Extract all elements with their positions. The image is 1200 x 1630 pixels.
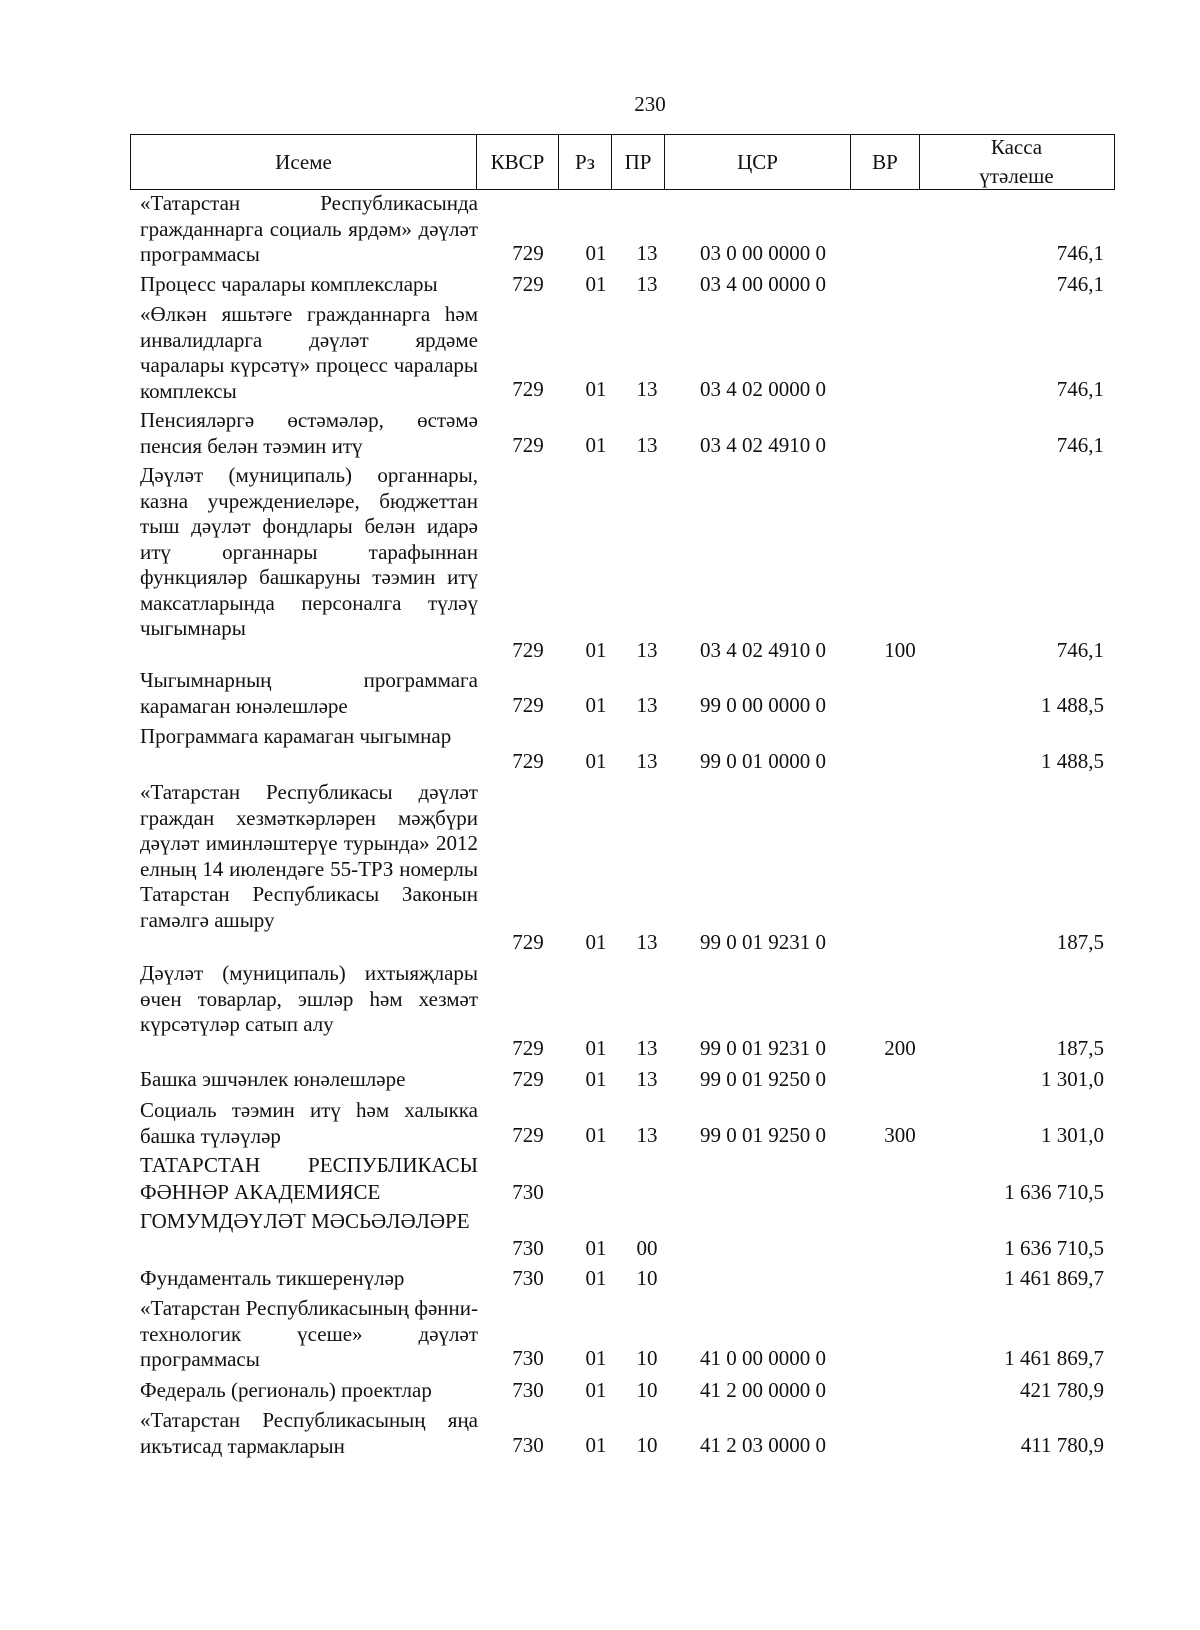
header-vr: ВР: [850, 135, 919, 189]
row-name: Чыгымнарның программага карамаган юнәлешләре: [140, 668, 478, 718]
row-kvsr: 729: [512, 376, 544, 401]
row-pr: 13: [636, 1122, 658, 1147]
row-csr: 99 0 01 9250 0: [700, 1122, 826, 1147]
row-sum: 1 636 710,5: [1004, 1179, 1104, 1204]
row-name: ГОМУМДӘҮЛӘТ МӘСЬӘЛӘЛӘРЕ: [140, 1209, 470, 1233]
row-name: Социаль тәэмин итү һәм халыкка башка түләүләр: [140, 1098, 478, 1148]
row-csr: 03 4 02 4910 0: [700, 432, 826, 457]
row-csr: 03 0 00 0000 0: [700, 240, 826, 265]
row-kvsr: 730: [512, 1179, 544, 1204]
row-pr: 13: [636, 1035, 658, 1060]
row-name: Процесс чаралары комплекслары: [140, 272, 438, 296]
row-csr: 99 0 01 0000 0: [700, 748, 826, 773]
header-pr: ПР: [611, 135, 664, 189]
row-vr: 200: [884, 1035, 916, 1060]
row-sum: 1 461 869,7: [1004, 1265, 1104, 1290]
table-row: [0, 1208, 1200, 1261]
row-name: Фундаменталь тикшеренүләр: [140, 1266, 405, 1290]
row-sum: 187,5: [1056, 1035, 1104, 1060]
table-row: [0, 1098, 1200, 1148]
row-pr: 13: [636, 692, 658, 717]
table-row: [0, 724, 1200, 774]
row-name: «Татарстан Республикасының фәнни-технологик үсеше» дәүләт программасы: [140, 1296, 478, 1371]
page-number: 230: [634, 92, 666, 116]
row-sum: 746,1: [1056, 240, 1104, 265]
row-kvsr: 729: [512, 748, 544, 773]
row-csr: 41 0 00 0000 0: [700, 1345, 826, 1370]
table-row: [0, 1378, 1200, 1403]
table-row: [0, 463, 1200, 663]
table-row: [0, 1067, 1200, 1092]
table-row: [0, 1408, 1200, 1458]
row-rz: 01: [585, 1122, 607, 1147]
row-pr: 13: [636, 929, 658, 954]
row-name: «Татарстан Республикасы дәүләт граждан хезмәткәрләрен мәҗбүри дәүләт иминләштерүе турында» 2012 елның 14 июлендәге 55-ТРЗ номерлы Татарстан Республикасы Законын гамәлгә ашыру: [140, 780, 478, 932]
row-kvsr: 729: [512, 692, 544, 717]
row-name: «Татарстан Республикасының яңа икътисад тармакларын: [140, 1408, 478, 1458]
row-name: Дәүләт (муниципаль) органнары, казна учреждениеләре, бюджеттан тыш дәүләт фондлары белән идарә итү органнары тарафыннан функцияләр башкаруны тәэмин итү максатларында персоналга түләү чыгымнары: [140, 463, 478, 640]
row-rz: 01: [585, 1066, 607, 1091]
row-kvsr: 729: [512, 271, 544, 296]
header-kassa-line1: Касса: [990, 135, 1043, 159]
row-csr: 03 4 00 0000 0: [700, 271, 826, 296]
row-pr: 13: [636, 432, 658, 457]
row-rz: 01: [585, 929, 607, 954]
row-pr: 00: [636, 1235, 658, 1260]
row-sum: 1 461 869,7: [1004, 1345, 1104, 1370]
header-kvsr: КВСР: [476, 135, 558, 189]
row-csr: 99 0 01 9231 0: [700, 1035, 826, 1060]
row-rz: 01: [585, 692, 607, 717]
row-rz: 01: [585, 271, 607, 296]
row-csr: 99 0 00 0000 0: [700, 692, 826, 717]
table-row: [0, 408, 1200, 458]
row-pr: 10: [636, 1265, 658, 1290]
row-rz: 01: [585, 240, 607, 265]
row-kvsr: 729: [512, 432, 544, 457]
row-name: «Татарстан Республикасында гражданнарга социаль ярдәм» дәүләт программасы: [140, 191, 478, 266]
row-name: Пенсияләргә өстәмәләр, өстәмә пенсия белән тәэмин итү: [140, 408, 478, 458]
header-name: Исеме: [275, 150, 332, 174]
row-rz: 01: [585, 1235, 607, 1260]
row-sum: 411 780,9: [1020, 1432, 1104, 1457]
row-name: Федераль (региональ) проектлар: [140, 1378, 432, 1402]
row-sum: 746,1: [1056, 271, 1104, 296]
row-pr: 13: [636, 637, 658, 662]
row-kvsr: 730: [512, 1345, 544, 1370]
row-sum: 746,1: [1056, 432, 1104, 457]
row-name: Программага карамаган чыгымнар: [140, 724, 452, 748]
row-sum: 187,5: [1056, 929, 1104, 954]
row-sum: 1 488,5: [1041, 692, 1104, 717]
row-sum: 1 301,0: [1041, 1066, 1104, 1091]
row-name: Башка эшчәнлек юнәлешләре: [140, 1067, 406, 1091]
row-pr: 10: [636, 1345, 658, 1370]
row-name: «Өлкән яшьтәге гражданнарга һәм инвалидларга дәүләт ярдәме чаралары күрсәтү» процесс чаралары комплексы: [140, 302, 478, 403]
row-sum: 1 636 710,5: [1004, 1235, 1104, 1260]
row-name: Дәүләт (муниципаль) ихтыяҗлары өчен товарлар, эшләр һәм хезмәт күрсәтүләр сатып алу: [140, 961, 478, 1036]
table-row: [0, 1152, 1200, 1205]
row-kvsr: 729: [512, 1122, 544, 1147]
row-kvsr: 729: [512, 637, 544, 662]
row-vr: 300: [884, 1122, 916, 1147]
row-kvsr: 729: [512, 1066, 544, 1091]
row-name: ТАТАРСТАН РЕСПУБЛИКАСЫ ФӘННӘР АКАДЕМИЯСЕ: [140, 1153, 478, 1204]
row-rz: 01: [585, 1345, 607, 1370]
row-kvsr: 730: [512, 1432, 544, 1457]
row-pr: 13: [636, 748, 658, 773]
row-rz: 01: [585, 432, 607, 457]
row-csr: 41 2 00 0000 0: [700, 1377, 826, 1402]
row-csr: 03 4 02 0000 0: [700, 376, 826, 401]
row-sum: 421 780,9: [1020, 1377, 1104, 1402]
table-row: [0, 668, 1200, 718]
row-sum: 746,1: [1056, 376, 1104, 401]
row-kvsr: 729: [512, 1035, 544, 1060]
row-rz: 01: [585, 1377, 607, 1402]
row-rz: 01: [585, 637, 607, 662]
row-sum: 746,1: [1056, 637, 1104, 662]
table-row: [0, 1296, 1200, 1371]
table-row: [0, 272, 1200, 297]
row-kvsr: 729: [512, 929, 544, 954]
row-sum: 1 488,5: [1041, 748, 1104, 773]
row-rz: 01: [585, 1035, 607, 1060]
row-kvsr: 730: [512, 1377, 544, 1402]
row-pr: 13: [636, 1066, 658, 1091]
row-csr: 41 2 03 0000 0: [700, 1432, 826, 1457]
row-pr: 10: [636, 1377, 658, 1402]
row-pr: 13: [636, 376, 658, 401]
row-rz: 01: [585, 1265, 607, 1290]
header-csr: ЦСР: [664, 135, 850, 189]
row-rz: 01: [585, 376, 607, 401]
table-row: [0, 1266, 1200, 1291]
table-row: [0, 191, 1200, 266]
row-kvsr: 730: [512, 1265, 544, 1290]
header-rz: Рз: [558, 135, 611, 189]
row-kvsr: 729: [512, 240, 544, 265]
row-pr: 13: [636, 240, 658, 265]
table-row: [0, 961, 1200, 1061]
row-csr: 99 0 01 9231 0: [700, 929, 826, 954]
table-row: [0, 780, 1200, 955]
row-pr: 13: [636, 271, 658, 296]
row-sum: 1 301,0: [1041, 1122, 1104, 1147]
row-pr: 10: [636, 1432, 658, 1457]
row-csr: 99 0 01 9250 0: [700, 1066, 826, 1091]
row-kvsr: 730: [512, 1235, 544, 1260]
table-row: [0, 302, 1200, 402]
row-csr: 03 4 02 4910 0: [700, 637, 826, 662]
row-rz: 01: [585, 1432, 607, 1457]
header-kassa-line2: үтәлеше: [979, 164, 1054, 188]
row-rz: 01: [585, 748, 607, 773]
row-vr: 100: [884, 637, 916, 662]
